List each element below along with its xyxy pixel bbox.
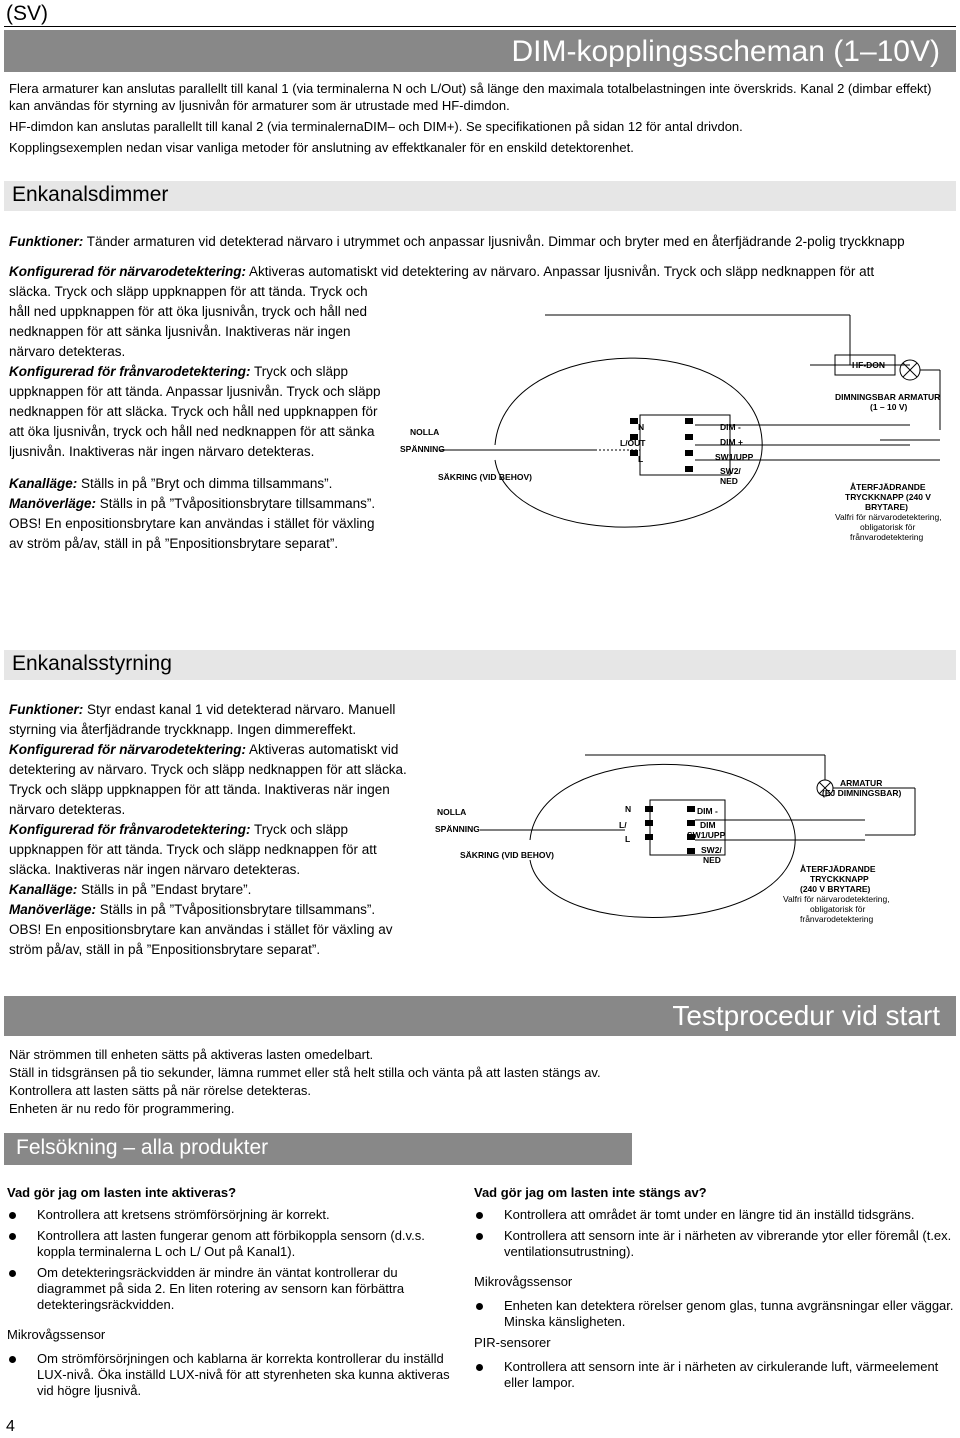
- intro-paragraph-1: Flera armaturer kan anslutas parallellt till kanal 1 (via terminalerna N och L/Out) så länge den maximala totalbelastningen inte överskrids. Kanal 2 (dimbar effekt) kan användas för styrning av ljusnivån för armaturer som är utrustade med HF-dimdon.: [9, 81, 932, 113]
- label-dim-range: (1 – 10 V): [870, 402, 908, 412]
- s2-obs: OBS! En enpositionsbrytare kan användas i stället för växling av ström på/av, ställ in på ”Enpositionsbrytare separat”.: [9, 922, 393, 957]
- list-item: Kontrollera att kretsens strömförsörjning är korrekt.: [7, 1207, 457, 1223]
- label-button-4: Valfri för närvarodetektering,: [783, 894, 890, 904]
- s1-kanal: Kanalläge: Ställs in på ”Bryt och dimma tillsammans”.: [9, 476, 333, 491]
- label-ned: NED: [703, 855, 721, 865]
- label-button-6: frånvarodetektering: [800, 914, 874, 924]
- terminal-l: [630, 450, 638, 456]
- terminal-dim-plus: [687, 820, 695, 826]
- s1-mano: Manöverläge: Ställs in på ”Tvåpositionsbrytare tillsammans”. OBS! En enpositionsbrytare kan användas i stället för växling av ström på/av, ställ in på ”Enpositionsbrytare separat”.: [9, 496, 376, 551]
- troubleshooting-title: Felsökning – alla produkter: [16, 1136, 269, 1159]
- terminal-sw2: [685, 466, 693, 472]
- label-dim: DIM: [700, 820, 716, 830]
- list-item: Kontrollera att området är tomt under en längre tid än inställd tidsgräns.: [474, 1207, 954, 1223]
- s1-konf-line1: Konfigurerad för närvarodetektering: Aktiveras automatiskt vid detektering av närvaro. Anpassar ljusnivån. Tryck och släpp nedknappen för att: [9, 264, 875, 279]
- s2-kanal: Kanalläge: Ställs in på ”Endast brytare”.: [9, 882, 252, 897]
- test-line-2: Ställ in tidsgränsen på tio sekunder, lämna rummet eller stå helt stilla och vänta på att lasten stängs av.: [9, 1065, 601, 1080]
- terminal-dim-minus: [685, 418, 693, 424]
- list-item: Kontrollera att sensorn inte är i närheten av cirkulerande luft, värmeelement eller lampor.: [474, 1359, 954, 1391]
- section-header-enkanalsstyrning: [4, 650, 956, 680]
- label-button-6: frånvarodetektering: [850, 532, 924, 542]
- s1-column: [9, 282, 389, 554]
- label-lout: L/: [619, 820, 627, 830]
- faq-left: [7, 1185, 457, 1404]
- label-l: L: [625, 834, 631, 844]
- s2-mano: Manöverläge: Ställs in på ”Tvåpositionsbrytare tillsammans”.: [9, 902, 376, 917]
- label-sakring: SÄKRING (VID BEHOV): [460, 850, 554, 860]
- page-number: 4: [6, 1418, 15, 1435]
- label-button-3: (240 V BRYTARE): [800, 884, 871, 894]
- label-n: N: [625, 804, 632, 814]
- s2-fran: Konfigurerad för frånvarodetektering: Tryck och släpp uppknappen för att tända. Tryck och släpp nedknappen för att släcka. Inaktiveras när ingen närvaro detekteras.: [9, 822, 377, 877]
- label-button-1: ÅTERFJÄDRANDE: [800, 864, 876, 874]
- test-section-bar: [4, 996, 956, 1036]
- label-armatur: ARMATUR: [840, 778, 883, 788]
- label-button-4: Valfri för närvarodetektering,: [835, 512, 942, 522]
- test-line-1: När strömmen till enheten sätts på aktiveras lasten omedelbart.: [9, 1047, 374, 1062]
- intro-paragraph-2: HF-dimdon kan anslutas parallellt till kanal 2 (via terminalernaDIM– och DIM+). Se specifikationen på sidan 12 för antal drivdon.: [9, 119, 743, 134]
- s1-konf-line2: släcka. Tryck och släpp uppknappen för att tända. Tryck och håll ned uppknappen för att öka ljusnivån, tryck och håll ned nedknappen för att sänka ljusnivån. Inaktiveras när ingen närvaro detekteras.: [9, 284, 368, 359]
- s2-konf: Konfigurerad för närvarodetektering: Aktiveras automatiskt vid detektering av närvaro. Tryck och släpp nedknappen för att släcka. Tryck och släpp uppknappen för att tända. Inaktiveras när ingen närvaro detekteras.: [9, 742, 407, 817]
- label-sw1: SW1/UPP: [687, 830, 726, 840]
- section-title: Enkanalsdimmer: [12, 183, 169, 206]
- label-nolla: NOLLA: [410, 427, 440, 437]
- terminal-n: [645, 806, 653, 812]
- s1-funktioner: Funktioner: Tänder armaturen vid detekterad närvaro i utrymmet och anpassar ljusnivån. Dimmar och bryter med en återfjädrande 2-polig tryckknapp: [9, 234, 905, 249]
- label-dim-minus: DIM -: [697, 806, 718, 816]
- intro-paragraph-3: Kopplingsexemplen nedan visar vanliga metoder för anslutning av effektkanaler för en enskild detektorenhet.: [9, 140, 634, 155]
- label-button-5: obligatorisk för: [860, 522, 916, 532]
- s2-column: [9, 700, 419, 960]
- s1-fran: Konfigurerad för frånvarodetektering: Tryck och släpp uppknappen för att tända. Anpassar ljusnivån. Tryck och släpp nedknappen för att släcka. Tryck och håll ned uppknappen för att öka ljusnivån, tryck och håll ned nedknappen för att sänka ljusnivån. Inaktiveras när ingen närvaro detekteras.: [9, 364, 381, 459]
- terminal-l: [645, 834, 653, 840]
- terminal-sw1: [685, 450, 693, 456]
- terminal-n: [630, 418, 638, 424]
- label-lout: L/OUT: [620, 438, 646, 448]
- label-dim-plus: DIM +: [720, 437, 743, 447]
- faq-heading: Vad gör jag om lasten inte aktiveras?: [7, 1185, 237, 1200]
- label-button-5: obligatorisk för: [810, 904, 866, 914]
- label-n: N: [638, 422, 645, 432]
- label-spanning: SPÄNNING: [400, 444, 445, 454]
- label-sw2: SW2/: [720, 466, 741, 476]
- label-dim-minus: DIM -: [720, 422, 741, 432]
- faq-subheading: Mikrovågssensor: [474, 1274, 573, 1289]
- list-item: Om strömförsörjningen och kablarna är korrekta kontrollerar du inställd LUX-nivå. Öka inställd LUX-nivå för att styrenheten ska kunna aktiveras vid högre ljusnivå.: [7, 1351, 457, 1399]
- list-item: Om detekteringsräckvidden är mindre än väntat kontrollerar du diagrammet på sida 2. En liten rotering av sensorn kan förbättra detekteringsräckvidden.: [7, 1265, 457, 1313]
- test-line-4: Enheten är nu redo för programmering.: [9, 1101, 235, 1116]
- wiring-diagram-dimmer: [390, 290, 955, 590]
- label-sw2: SW2/: [701, 845, 722, 855]
- s2-funktioner: Funktioner: Styr endast kanal 1 vid detekterad närvaro. Manuell styrning via återfjädrande tryckknapp. Ingen dimmereffekt.: [9, 702, 396, 737]
- section-title: Enkanalsstyrning: [12, 652, 172, 675]
- label-ej-dimbar: (EJ DIMNINGSBAR): [822, 788, 902, 798]
- faq-subheading: PIR-sensorer: [474, 1335, 551, 1350]
- label-spanning: SPÄNNING: [435, 824, 480, 834]
- label-sakring: SÄKRING (VID BEHOV): [438, 472, 532, 482]
- terminal-dim-plus: [685, 434, 693, 440]
- label-l: L: [638, 454, 644, 464]
- label-button-3: BRYTARE): [865, 502, 908, 512]
- terminal-dim-minus: [687, 806, 695, 812]
- troubleshooting-bar: [4, 1133, 632, 1165]
- faq-subheading: Mikrovågssensor: [7, 1327, 106, 1342]
- label-button-2: TRYCKKNAPP (240 V: [845, 492, 931, 502]
- list-item: Kontrollera att lasten fungerar genom att förbikoppla sensorn (d.v.s. koppla terminalerna L och L/ Out på Kanal1).: [7, 1228, 457, 1260]
- label-ned: NED: [720, 476, 738, 486]
- list-item: Enheten kan detektera rörelser genom glas, tunna avgränsningar eller väggar. Minska känsligheten.: [474, 1298, 954, 1330]
- section-header-enkanalsdimmer: [4, 181, 956, 211]
- title-bar: [4, 30, 956, 72]
- test-line-3: Kontrollera att lasten sätts på när rörelse detekteras.: [9, 1083, 312, 1098]
- list-item: Kontrollera att sensorn inte är i närheten av vibrerande ytor eller föremål (t.ex. ventilationsutrustning).: [474, 1228, 954, 1260]
- language-tag: (SV): [6, 2, 48, 25]
- terminal-sw2: [687, 848, 695, 854]
- test-text: [9, 1046, 601, 1118]
- intro-text: [9, 80, 954, 160]
- label-dim-armatur: DIMNINGSBAR ARMATUR: [835, 392, 941, 402]
- label-sw1: SW1/UPP: [715, 452, 754, 462]
- label-hf-don: HF-DON: [852, 360, 886, 370]
- label-nolla: NOLLA: [437, 807, 467, 817]
- faq-right: [474, 1185, 954, 1396]
- label-button-2: TRYCKKNAPP: [810, 874, 869, 884]
- test-title: Testprocedur vid start: [672, 1000, 940, 1031]
- label-button-1: ÅTERFJÄDRANDE: [850, 482, 926, 492]
- faq-heading: Vad gör jag om lasten inte stängs av?: [474, 1185, 707, 1200]
- header-rule: [4, 26, 956, 27]
- page-title: DIM-kopplingsscheman (1–10V): [511, 35, 940, 68]
- wiring-diagram-switch: [425, 740, 955, 980]
- terminal-lout: [645, 820, 653, 826]
